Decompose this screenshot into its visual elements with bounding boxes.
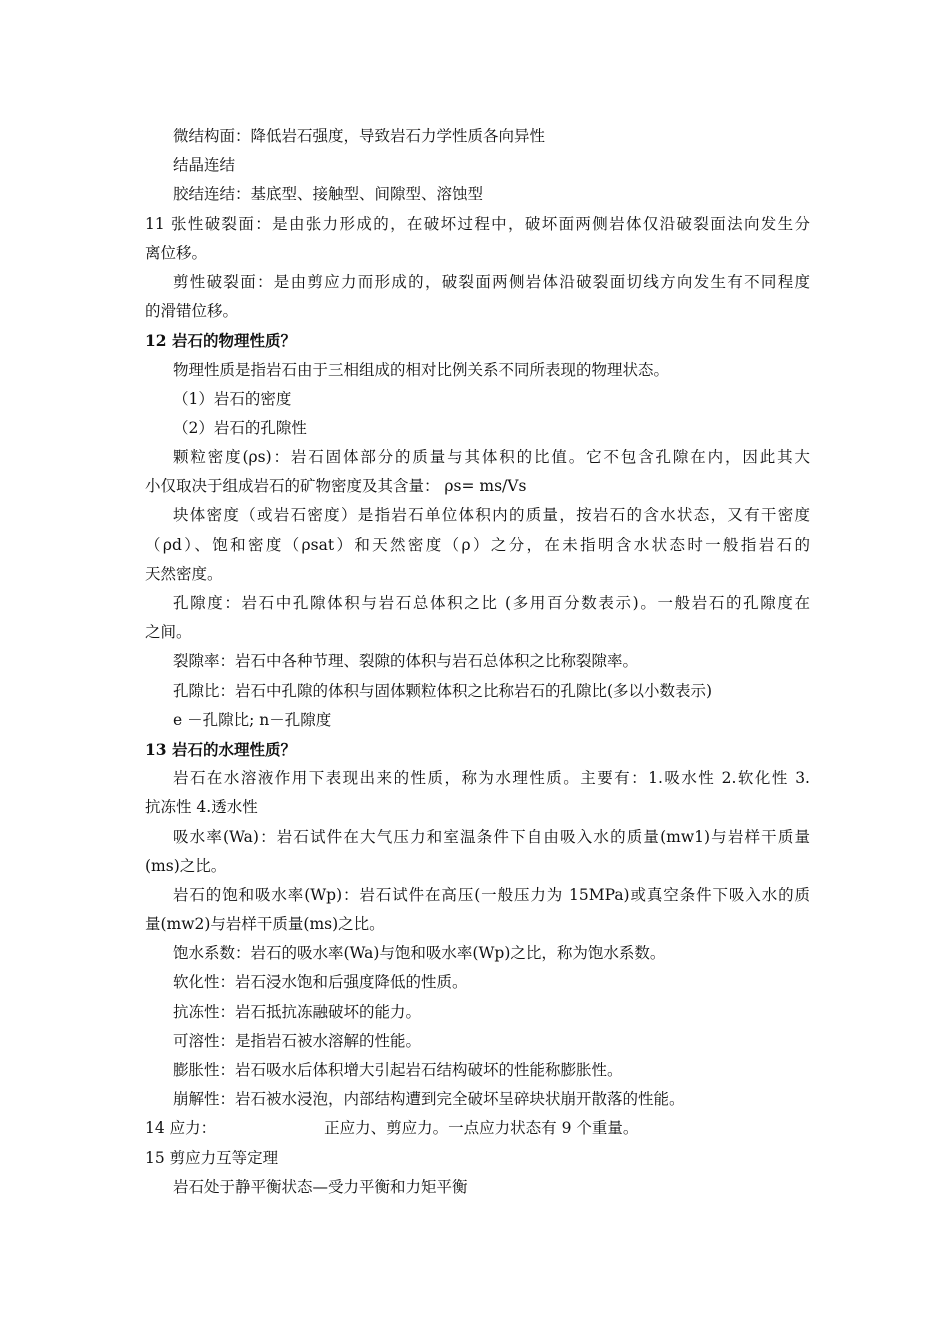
text-line: 剪性破裂面：是由剪应力而形成的，破裂面两侧岩体沿破裂面切线方向发生有不同程度	[173, 272, 810, 291]
text-line-stress	[145, 1114, 810, 1143]
text-line: （1）岩石的密度	[173, 389, 292, 408]
text-line: 微结构面：降低岩石强度，导致岩石力学性质各向异性	[173, 127, 546, 145]
text-line: 颗粒密度(ρs)：岩石固体部分的质量与其体积的比值。它不包含孔隙在内，因此其大	[173, 448, 810, 467]
text-line: 吸水率(Wa)：岩石试件在大气压力和室温条件下自由吸入水的质量(mw1)与岩样干质量	[173, 827, 810, 846]
stress-heading: 14 应力：	[145, 1119, 217, 1138]
text-line: 量(mw2)与岩样干质量(ms)之比。	[145, 915, 385, 934]
text-line: 11 张性破裂面：是由张力形成的，在破坏过程中，破坏面两侧岩体仅沿破裂面法向发生分	[145, 214, 810, 233]
text-line: e －孔隙比; n－孔隙度	[173, 710, 332, 729]
text-line: 裂隙率：岩石中各种节理、裂隙的体积与岩石总体积之比称裂隙率。	[173, 652, 639, 671]
text-line: 崩解性：岩石被水浸泡，内部结构遭到完全破坏呈碎块状崩开散落的性能。	[173, 1090, 685, 1109]
text-line: 岩石在水溶液作用下表现出来的性质，称为水理性质。主要有：1.吸水性 2.软化性 3.	[173, 769, 810, 788]
text-line: 抗冻性 4.透水性	[145, 798, 258, 817]
document-body	[145, 122, 810, 1202]
text-line: 块体密度（或岩石密度）是指岩石单位体积内的质量，按岩石的含水状态，又有干密度	[173, 506, 810, 525]
text-line: 离位移。	[145, 243, 208, 262]
text-line: (ms)之比。	[145, 856, 227, 875]
text-line: 膨胀性：岩石吸水后体积增大引起岩石结构破坏的性能称膨胀性。	[173, 1061, 623, 1079]
text-line: 的滑错位移。	[145, 302, 239, 321]
text-line: 天然密度。	[145, 564, 223, 583]
text-line: 物理性质是指岩石由于三相组成的相对比例关系不同所表现的物理状态。	[173, 360, 670, 379]
text-line: 孔隙度：岩石中孔隙体积与岩石总体积之比 (多用百分数表示)。一般岩石的孔隙度在	[173, 594, 810, 612]
stress-text: 正应力、剪应力。一点应力状态有 9 个重量。	[324, 1119, 639, 1138]
section-heading: 15 剪应力互等定理	[145, 1148, 279, 1167]
text-line: 孔隙比：岩石中孔隙的体积与固体颗粒体积之比称岩石的孔隙比(多以小数表示)	[173, 681, 713, 700]
text-line: 可溶性：是指岩石被水溶解的性能。	[173, 1031, 422, 1050]
text-line: 结晶连结	[173, 156, 236, 175]
text-line: 岩石处于静平衡状态—受力平衡和力矩平衡	[173, 1177, 468, 1196]
text-line: 岩石的饱和吸水率(Wp)：岩石试件在高压(一般压力为 15MPa)或真空条件下吸入水的质	[173, 885, 810, 904]
text-line: 饱水系数：岩石的吸水率(Wa)与饱和吸水率(Wp)之比，称为饱水系数。	[173, 944, 666, 963]
section-heading: 13 岩石的水理性质？	[145, 739, 296, 759]
text-line: （2）岩石的孔隙性	[173, 418, 307, 437]
text-line: 软化性：岩石浸水饱和后强度降低的性质。	[173, 973, 468, 992]
text-line: 胶结连结：基底型、接触型、间隙型、溶蚀型	[173, 185, 484, 204]
text-line: （ρd）、饱和密度（ρsat）和天然密度（ρ）之分，在未指明含水状态时一般指岩石的	[145, 535, 810, 554]
text-line: 抗冻性：岩石抵抗冻融破坏的能力。	[173, 1002, 422, 1021]
text-line: 小仅取决于组成岩石的矿物密度及其含量： ρs= ms/Vs	[145, 477, 527, 496]
text-line: 之间。	[145, 623, 192, 642]
section-heading: 12 岩石的物理性质？	[145, 331, 296, 351]
